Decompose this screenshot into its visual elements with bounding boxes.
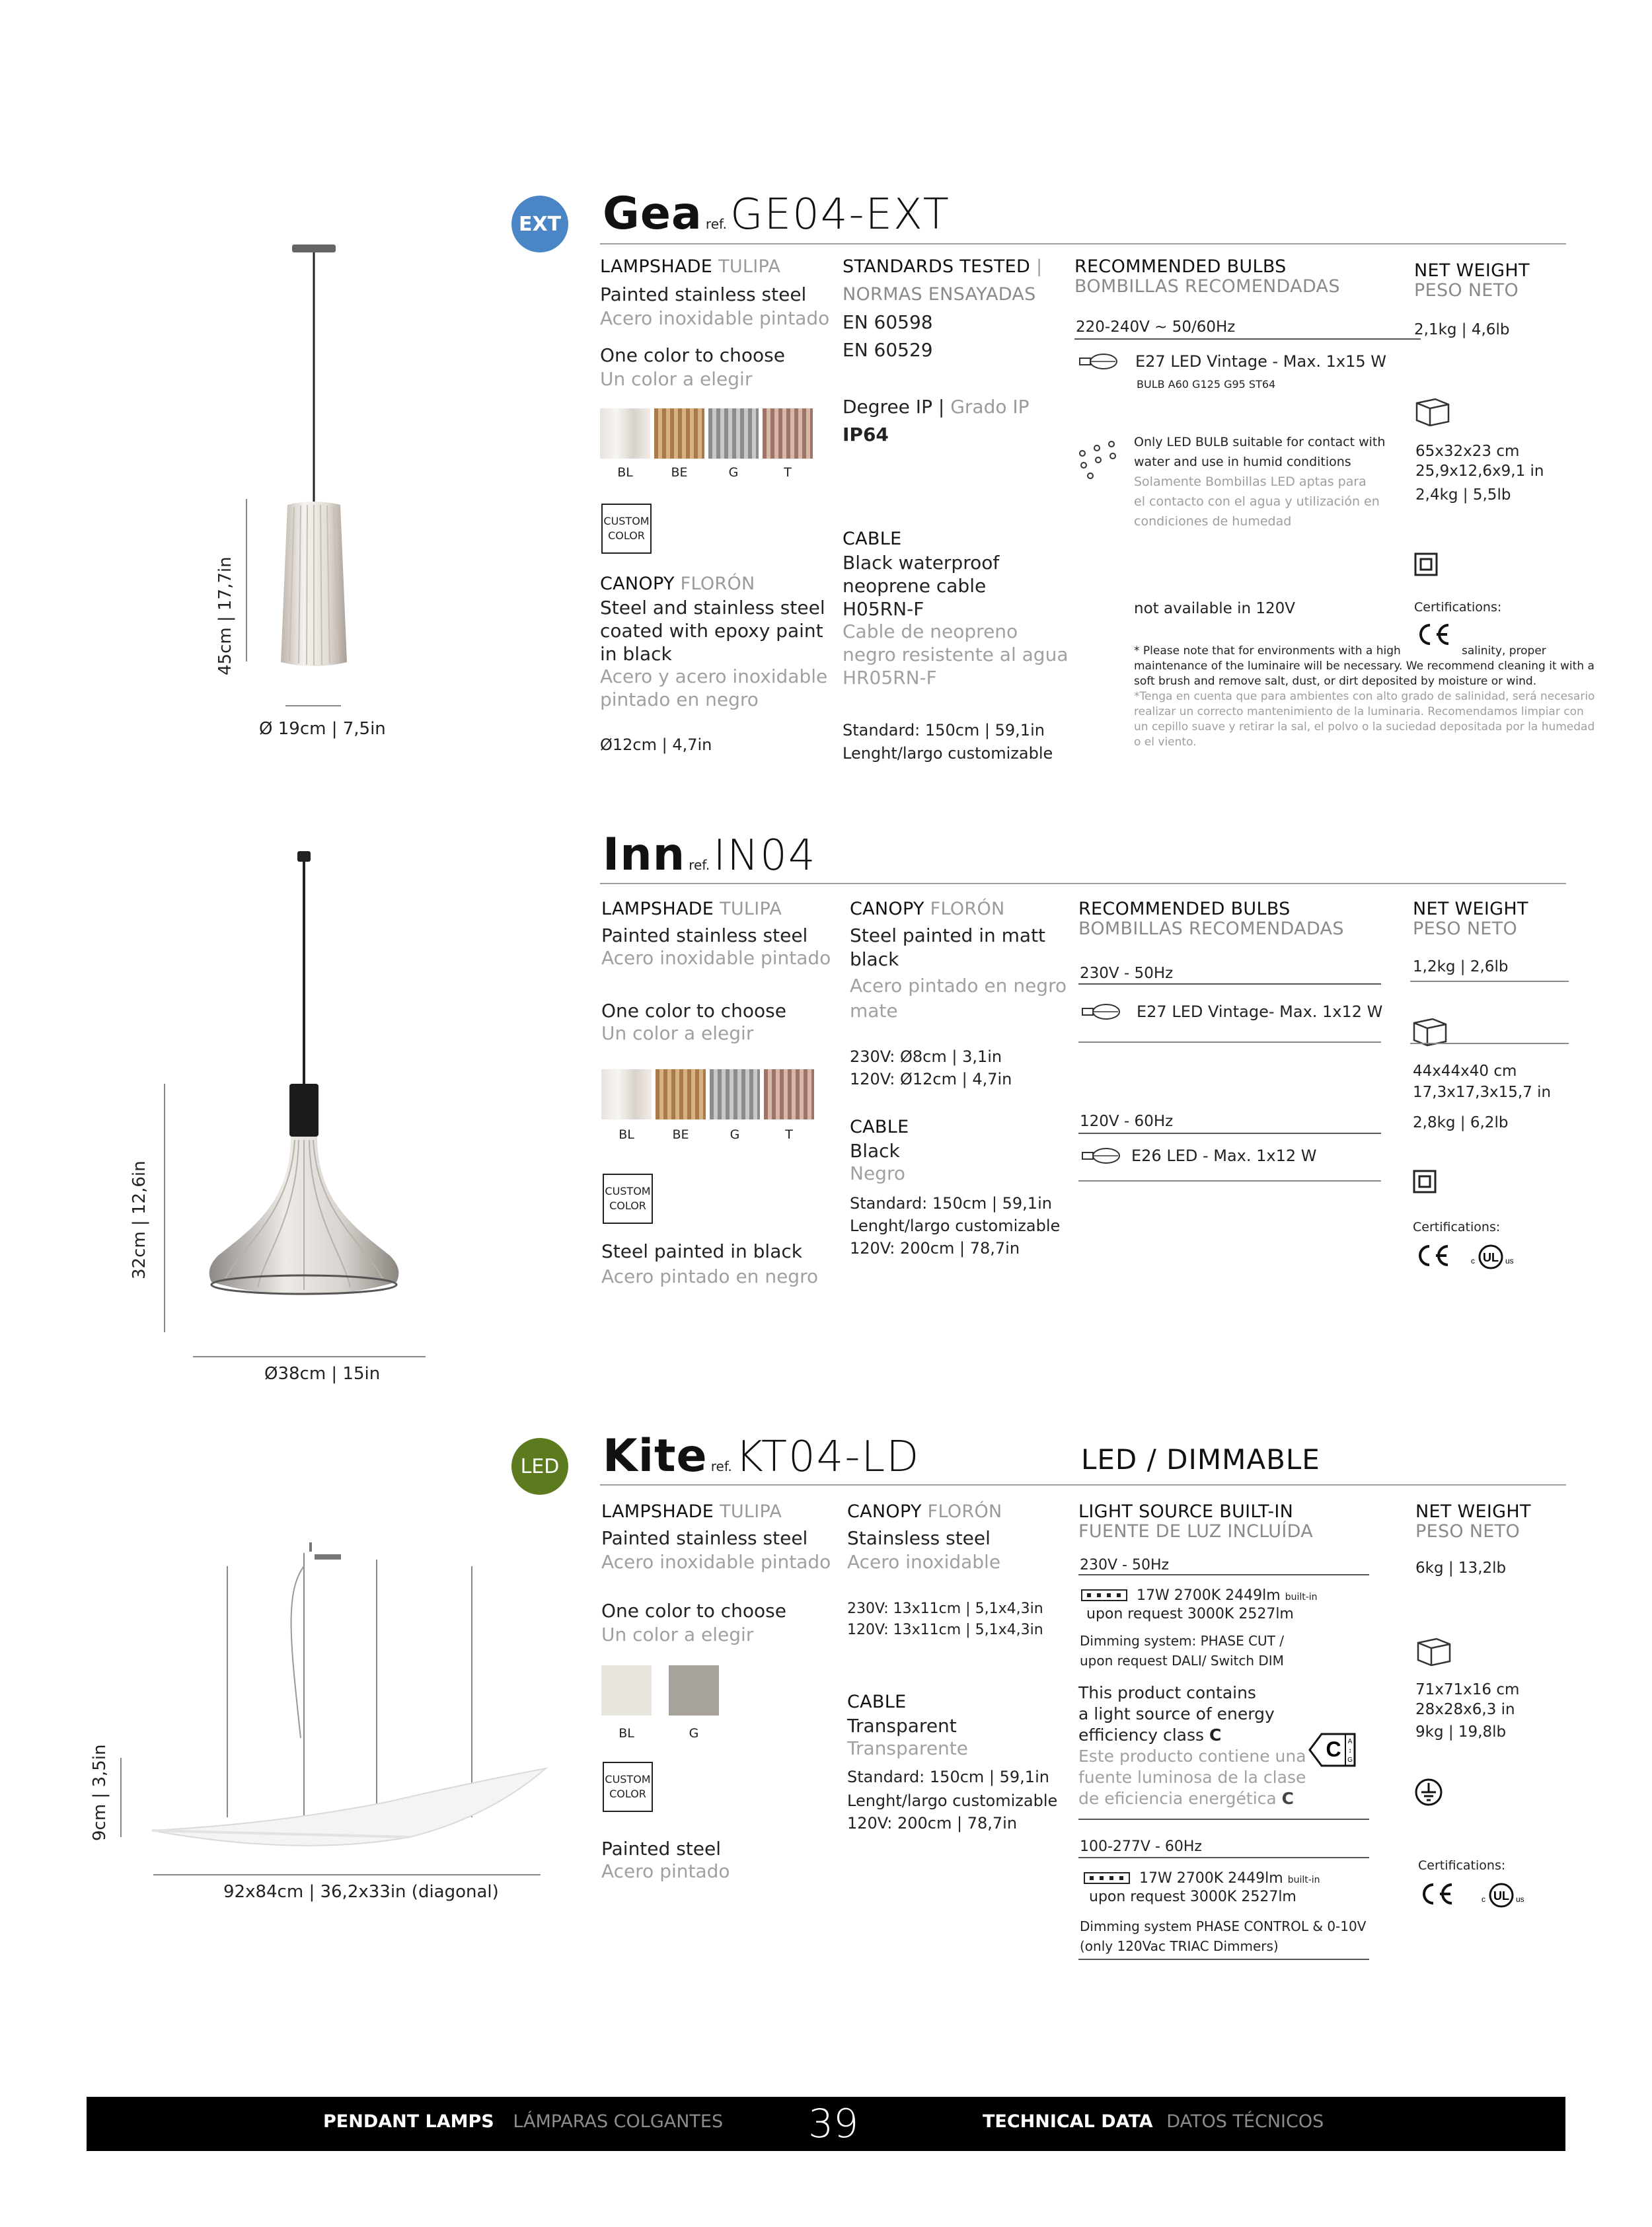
swatch-label: BL [619, 1726, 634, 1741]
gea-ip-label-en: Degree IP [843, 396, 932, 418]
gea-led-note-es: condiciones de humedad [1134, 514, 1292, 529]
gea-note-es: un cepillo suave y retirar la sal, el polvo o la suciedad depositada por la humedad [1134, 720, 1595, 734]
swatch-label: BL [617, 465, 633, 480]
inn-cable-line: Black [850, 1140, 900, 1162]
inn-ref-code: IN04 [713, 831, 817, 880]
gea-color-note: One color to choose [600, 344, 785, 366]
inn-color-note: One color to choose [601, 1000, 786, 1022]
kite-energy-text-es [1078, 1788, 1294, 1809]
footer-section-right [983, 2111, 1324, 2132]
kite-light-spec-text: 17W 2700K 2449lm [1137, 1587, 1281, 1604]
kite-canopy-line-es: Acero inoxidable [847, 1551, 1001, 1573]
kite-energy-text [1078, 1725, 1221, 1746]
kite-title [603, 1430, 920, 1482]
box-icon [1413, 391, 1452, 428]
gea-canopy-label-es: FLORÓN [680, 574, 755, 594]
kite-name: Kite [603, 1430, 708, 1482]
gea-led-note-es: el contacto con el agua y utilización en [1134, 494, 1380, 509]
divider [1078, 1819, 1369, 1820]
bulb-icon [1078, 1002, 1125, 1022]
kite-ref-label: ref. [710, 1458, 732, 1474]
custom-color-button[interactable] [603, 1174, 653, 1224]
page-number: 39 [808, 2101, 859, 2147]
svg-text:c: c [1482, 1895, 1485, 1904]
kite-dimming-us: Dimming system PHASE CONTROL & 0-10V [1080, 1918, 1367, 1934]
gea-diameter-line [285, 705, 341, 706]
svg-text:UL: UL [1493, 1889, 1509, 1903]
svg-text:A: A [1347, 1738, 1353, 1745]
gea-ref-code: GE04-EXT [730, 190, 950, 239]
gea-bulb-types: BULB A60 G125 G95 ST64 [1137, 378, 1276, 391]
swatch-label: BE [671, 465, 688, 480]
gea-cable-line: Black waterproof [843, 552, 1000, 574]
gea-title-rule [600, 243, 1566, 245]
custom-color-text: COLOR [609, 1199, 646, 1212]
gea-standards-label-es: NORMAS ENSAYADAS [843, 284, 1036, 305]
inn-color-note-es: Un color a elegir [601, 1022, 754, 1044]
gea-standard-2: EN 60529 [843, 339, 933, 361]
svg-text:c: c [1471, 1256, 1475, 1265]
divider [1078, 1180, 1381, 1182]
inn-title-rule [600, 883, 1566, 884]
gea-not-available: not available in 120V [1134, 600, 1296, 617]
swatch-t[interactable] [764, 1069, 814, 1119]
class-ii-icon [1414, 552, 1438, 576]
inn-lampshade-label-es: TULIPA [720, 899, 782, 919]
inn-lampshade-label-en: LAMPSHADE [601, 899, 714, 919]
gea-cable-line: H05RN-F [843, 598, 924, 620]
kite-box-dims: 71x71x16 cm [1415, 1681, 1520, 1698]
gea-canopy-size: Ø12cm | 4,7in [600, 736, 712, 754]
class-ii-icon [1413, 1170, 1437, 1193]
kite-lampshade-material-es: Acero inoxidable pintado [601, 1551, 831, 1573]
gea-box-dims-in: 25,9x12,6x9,1 in [1415, 463, 1544, 480]
inn-lampshade-material: Painted stainless steel [601, 925, 808, 946]
box-icon [1414, 1631, 1454, 1668]
swatch-label: G [728, 465, 739, 480]
svg-text:G: G [1347, 1756, 1353, 1764]
custom-color-text: CUSTOM [605, 1773, 651, 1786]
kite-canopy-label-en: CANOPY [847, 1501, 922, 1522]
swatch-label: BE [672, 1127, 689, 1142]
gea-note: soft brush and remove salt, dust, or dirt deposited by moisture or wind. [1134, 675, 1537, 688]
inn-canopy-label [850, 899, 1005, 919]
gea-lampshade-label [600, 256, 780, 277]
kite-canopy-size: 120V: 13x11cm | 5,1x4,3in [847, 1622, 1043, 1638]
gea-standard-1: EN 60598 [843, 311, 933, 333]
inn-canopy-label-en: CANOPY [850, 899, 924, 919]
inn-ref-label: ref. [689, 857, 710, 873]
kite-energy-class: C [1281, 1789, 1295, 1808]
gea-canopy-line: coated with epoxy paint [600, 620, 823, 642]
inn-cable-custom: Lenght/largo customizable [850, 1217, 1061, 1235]
kite-dimming: upon request DALI/ Switch DIM [1080, 1653, 1284, 1669]
kite-cable-standard: Standard: 150cm | 59,1in [847, 1768, 1049, 1786]
kite-weight-label-es: PESO NETO [1415, 1521, 1521, 1542]
swatch-bl[interactable] [600, 408, 650, 459]
kite-canopy-label-es: FLORÓN [927, 1501, 1002, 1522]
inn-weight-label: NET WEIGHT [1413, 899, 1528, 919]
swatch-label: G [730, 1127, 740, 1142]
gea-note-es: o el viento. [1134, 736, 1197, 749]
inn-bulbs-label: RECOMMENDED BULBS [1078, 899, 1291, 919]
footer-right-es: DATOS TÉCNICOS [1166, 2111, 1324, 2132]
gea-ip-label [843, 395, 1030, 419]
gea-standards-label [843, 256, 1042, 277]
gea-cable-label: CABLE [843, 529, 902, 549]
swatch-g[interactable] [669, 1665, 719, 1716]
earth-ground-icon [1414, 1778, 1443, 1807]
divider [1074, 338, 1421, 340]
kite-cable-label: CABLE [847, 1692, 907, 1712]
inn-diameter-line [193, 1356, 426, 1357]
led-strip-icon [1081, 1589, 1127, 1602]
custom-color-text: CUSTOM [603, 515, 650, 527]
gea-lampshade-material-es: Acero inoxidable pintado [600, 307, 830, 329]
gea-weight-label: NET WEIGHT [1414, 260, 1530, 281]
kite-dimming-us: (only 120Vac TRIAC Dimmers) [1080, 1938, 1279, 1954]
ul-mark-icon [1464, 1244, 1517, 1270]
divider [1410, 1043, 1569, 1044]
inn-canopy-size: 120V: Ø12cm | 4,7in [850, 1070, 1012, 1088]
kite-steel: Painted steel [601, 1838, 721, 1860]
inn-canopy-line: black [850, 948, 899, 970]
kite-light-spec-text: 17W 2700K 2449lm [1139, 1870, 1283, 1887]
gea-canopy-line-es: pintado en negro [600, 689, 759, 710]
inn-lampshade-material-es: Acero inoxidable pintado [601, 947, 831, 969]
kite-steel-es: Acero pintado [601, 1860, 730, 1882]
kite-title-rule [600, 1484, 1566, 1486]
gea-led-note: Only LED BULB suitable for contact with [1134, 435, 1386, 449]
gea-color-note-es: Un color a elegir [600, 368, 753, 390]
divider [1078, 983, 1381, 985]
gea-name: Gea [603, 188, 702, 240]
kite-light-request-us: upon request 3000K 2527lm [1089, 1889, 1296, 1905]
footer-left-en: PENDANT LAMPS [323, 2111, 494, 2132]
kite-energy-text: a light source of energy [1078, 1704, 1275, 1723]
inn-cable-us: 120V: 200cm | 78,7in [850, 1239, 1020, 1258]
kite-ref-code: KT04-LD [735, 1433, 920, 1482]
inn-bulb-spec: E27 LED Vintage- Max. 1x12 W [1137, 1002, 1383, 1021]
footer-section-left [323, 2111, 723, 2132]
ul-mark-icon [1475, 1882, 1528, 1908]
gea-weight: 2,1kg | 4,6lb [1414, 321, 1510, 338]
inn-product-image [178, 846, 443, 1322]
swatch-label: BL [619, 1127, 634, 1142]
svg-text:C: C [1326, 1737, 1341, 1761]
inn-box-weight: 2,8kg | 6,2lb [1413, 1114, 1509, 1131]
ce-mark-icon [1414, 621, 1452, 648]
gea-cable-line-es: Cable de neopreno [843, 621, 1018, 642]
inn-canopy-line: Steel painted in matt [850, 925, 1046, 946]
kite-light-voltage-us: 100-277V - 60Hz [1080, 1838, 1202, 1855]
gea-certifications: Certifications: [1414, 600, 1502, 615]
kite-certifications: Certifications: [1418, 1858, 1506, 1873]
svg-text:us: us [1505, 1256, 1514, 1265]
inn-box-dims-in: 17,3x17,3x15,7 in [1413, 1084, 1552, 1101]
svg-text:us: us [1516, 1895, 1524, 1904]
inn-certifications: Certifications: [1413, 1220, 1501, 1234]
divider [1078, 1041, 1381, 1043]
gea-canopy-label [600, 574, 755, 594]
swatch-bl[interactable] [601, 1665, 652, 1716]
inn-title [603, 829, 817, 881]
kite-lampshade-label [601, 1501, 782, 1522]
separator: | [938, 396, 945, 418]
kite-cable-custom: Lenght/largo customizable [847, 1792, 1058, 1810]
swatch-bl[interactable] [601, 1069, 652, 1119]
kite-diag-line [153, 1874, 541, 1875]
gea-ip-label-es: Grado IP [950, 396, 1030, 418]
gea-canopy-line: in black [600, 643, 672, 665]
kite-energy-text-es: fuente luminosa de la clase [1078, 1768, 1306, 1787]
divider [1410, 981, 1569, 982]
gea-product-image [238, 239, 390, 675]
inn-cable-line-es: Negro [850, 1162, 905, 1184]
kite-canopy-line: Stainsless steel [847, 1527, 991, 1549]
gea-canopy-line: Steel and stainless steel [600, 597, 825, 619]
kite-light-label-es: FUENTE DE LUZ INCLUÍDA [1078, 1521, 1314, 1542]
gea-bulbs-label: RECOMMENDED BULBS [1074, 256, 1287, 277]
gea-ref-label: ref. [705, 216, 727, 232]
gea-box-weight: 2,4kg | 5,5lb [1415, 486, 1511, 504]
inn-height-label: 32cm | 12,6in [130, 1160, 149, 1279]
kite-lampshade-label-en: LAMPSHADE [601, 1501, 714, 1522]
svg-text:↕: ↕ [1348, 1747, 1352, 1755]
custom-color-text: COLOR [609, 1788, 646, 1800]
inn-bulbs-voltage: 230V - 50Hz [1080, 965, 1174, 982]
led-strip-icon [1084, 1871, 1130, 1885]
gea-cable-line-es: negro resistente al agua [843, 644, 1069, 665]
kite-builtin-note: built-in [1287, 1875, 1320, 1885]
kite-box-dims-in: 28x28x6,3 in [1415, 1701, 1515, 1718]
inn-weight-label-es: PESO NETO [1413, 919, 1518, 939]
divider [1078, 1574, 1369, 1575]
inn-lampshade-label [601, 899, 782, 919]
gea-lampshade-label-es: TULIPA [718, 256, 781, 277]
inn-steel-es: Acero pintado en negro [601, 1265, 819, 1287]
kite-lampshade-label-es: TULIPA [720, 1501, 782, 1522]
custom-color-button[interactable] [601, 504, 652, 554]
bulb-icon [1076, 352, 1122, 371]
gea-cable-standard: Standard: 150cm | 59,1in [843, 721, 1045, 739]
swatch-label: G [689, 1726, 699, 1741]
inn-canopy-line-es: mate [850, 1000, 898, 1022]
divider [1078, 1959, 1369, 1960]
svg-text:UL: UL [1483, 1251, 1499, 1264]
kite-light-label: LIGHT SOURCE BUILT-IN [1078, 1501, 1294, 1522]
led-badge: LED [511, 1438, 568, 1495]
inn-box-dims: 44x44x40 cm [1413, 1063, 1517, 1080]
inn-height-line [164, 1084, 165, 1332]
custom-color-text: CUSTOM [605, 1185, 651, 1197]
kite-light-voltage: 230V - 50Hz [1080, 1557, 1170, 1573]
inn-name: Inn [603, 829, 686, 881]
gea-height-line [246, 499, 247, 661]
gea-diameter-label: Ø 19cm | 7,5in [259, 719, 386, 739]
gea-title [603, 188, 950, 240]
kite-weight: 6kg | 13,2lb [1415, 1560, 1507, 1577]
swatch-g[interactable] [710, 1069, 760, 1119]
swatch-t[interactable] [763, 408, 813, 459]
gea-box-dims: 65x32x23 cm [1415, 443, 1520, 460]
footer-right-en: TECHNICAL DATA [983, 2111, 1153, 2132]
inn-bulbs-voltage-us: 120V - 60Hz [1080, 1113, 1174, 1130]
inn-cable-label: CABLE [850, 1117, 909, 1137]
ce-mark-icon [1413, 1242, 1452, 1269]
gea-led-note: water and use in humid conditions [1134, 455, 1351, 469]
footer-left-es: LÁMPARAS COLGANTES [513, 2111, 724, 2132]
gea-cable-line: neoprene cable [843, 575, 987, 597]
inn-canopy-line-es: Acero pintado en negro [850, 975, 1067, 997]
kite-energy-text-line: efficiency class [1078, 1725, 1205, 1745]
gea-weight-label-es: PESO NETO [1414, 280, 1519, 301]
kite-height-line [120, 1758, 122, 1837]
gea-cable-line-es: HR05RN-F [843, 667, 937, 689]
kite-color-note-es: Un color a elegir [601, 1624, 754, 1645]
swatch-g[interactable] [708, 408, 759, 459]
swatch-label: T [784, 465, 792, 480]
kite-color-note: One color to choose [601, 1600, 786, 1622]
gea-note-es: *Tenga en cuenta que para ambientes con alto grado de salinidad, será necesario [1134, 690, 1595, 703]
ext-badge: EXT [511, 196, 568, 252]
gea-bulbs-label-es: BOMBILLAS RECOMENDADAS [1074, 276, 1340, 297]
gea-height-label: 45cm | 17,7in [215, 556, 235, 675]
inn-canopy-size: 230V: Ø8cm | 3,1in [850, 1047, 1002, 1066]
kite-cable-line: Transparent [847, 1715, 957, 1737]
divider [1078, 1133, 1381, 1134]
kite-energy-text: This product contains [1078, 1683, 1256, 1702]
kite-energy-text-es-line: de eficiencia energética [1078, 1789, 1277, 1808]
gea-lampshade-material: Painted stainless steel [600, 283, 807, 305]
gea-bulb-spec: E27 LED Vintage - Max. 1x15 W [1135, 352, 1387, 371]
energy-label-icon [1308, 1731, 1368, 1768]
kite-dimming: Dimming system: PHASE CUT / [1080, 1633, 1284, 1649]
custom-color-button[interactable] [603, 1762, 653, 1812]
kite-lampshade-material: Painted stainless steel [601, 1527, 808, 1549]
inn-canopy-label-es: FLORÓN [930, 899, 1005, 919]
kite-box-weight: 9kg | 19,8lb [1415, 1723, 1507, 1741]
separator: | [1036, 256, 1043, 277]
kite-energy-text-es: Este producto contiene una [1078, 1747, 1306, 1766]
kite-diag-label: 92x84cm | 36,2x33in (diagonal) [223, 1882, 499, 1902]
inn-cable-standard: Standard: 150cm | 59,1in [850, 1194, 1052, 1213]
swatch-label: T [785, 1127, 793, 1142]
kite-builtin-note: built-in [1285, 1592, 1318, 1603]
kite-subtitle: LED / DIMMABLE [1081, 1443, 1320, 1476]
inn-bulbs-label-es: BOMBILLAS RECOMENDADAS [1078, 919, 1344, 939]
water-drops-icon [1076, 439, 1122, 481]
swatch-be[interactable] [656, 1069, 706, 1119]
kite-weight-label: NET WEIGHT [1415, 1501, 1531, 1522]
kite-light-request: upon request 3000K 2527lm [1086, 1606, 1294, 1622]
gea-cable-custom: Lenght/largo customizable [843, 744, 1053, 763]
kite-product-image [145, 1540, 555, 1864]
kite-energy-class: C [1209, 1725, 1222, 1745]
bulb-icon [1078, 1146, 1125, 1166]
gea-lampshade-label-en: LAMPSHADE [600, 256, 713, 277]
inn-weight: 1,2kg | 2,6lb [1413, 958, 1509, 975]
kite-canopy-size: 230V: 13x11cm | 5,1x4,3in [847, 1601, 1043, 1617]
kite-height-label: 9cm | 3,5in [90, 1744, 110, 1841]
gea-canopy-label-en: CANOPY [600, 574, 675, 594]
gea-led-note-es: Solamente Bombillas LED aptas para [1134, 474, 1367, 489]
kite-cable-us: 120V: 200cm | 78,7in [847, 1814, 1018, 1832]
divider [1078, 1857, 1369, 1858]
gea-bulbs-voltage: 220-240V ~ 50/60Hz [1076, 319, 1236, 336]
gea-note: * Please note that for environments with a high [1134, 644, 1401, 658]
page-footer [87, 2097, 1565, 2151]
gea-note: maintenance of the luminaire will be necessary. We recommend cleaning it with a [1134, 660, 1595, 673]
kite-cable-line-es: Transparente [847, 1737, 968, 1759]
gea-note-es: realizar un correcto mantenimiento de la luminaria. Recomendamos limpiar con [1134, 705, 1584, 718]
inn-diameter-label: Ø38cm | 15in [264, 1364, 381, 1384]
custom-color-text: COLOR [608, 529, 645, 542]
gea-canopy-line-es: Acero y acero inoxidable [600, 665, 828, 687]
gea-salinity: salinity, proper [1462, 644, 1546, 658]
kite-canopy-label [847, 1501, 1002, 1522]
inn-bulb-spec-us: E26 LED - Max. 1x12 W [1131, 1147, 1317, 1165]
gea-ip-value: IP64 [843, 424, 889, 445]
swatch-be[interactable] [654, 408, 704, 459]
ce-mark-icon [1417, 1881, 1456, 1907]
inn-steel: Steel painted in black [601, 1240, 802, 1262]
gea-standards-label-en: STANDARDS TESTED [843, 256, 1031, 277]
